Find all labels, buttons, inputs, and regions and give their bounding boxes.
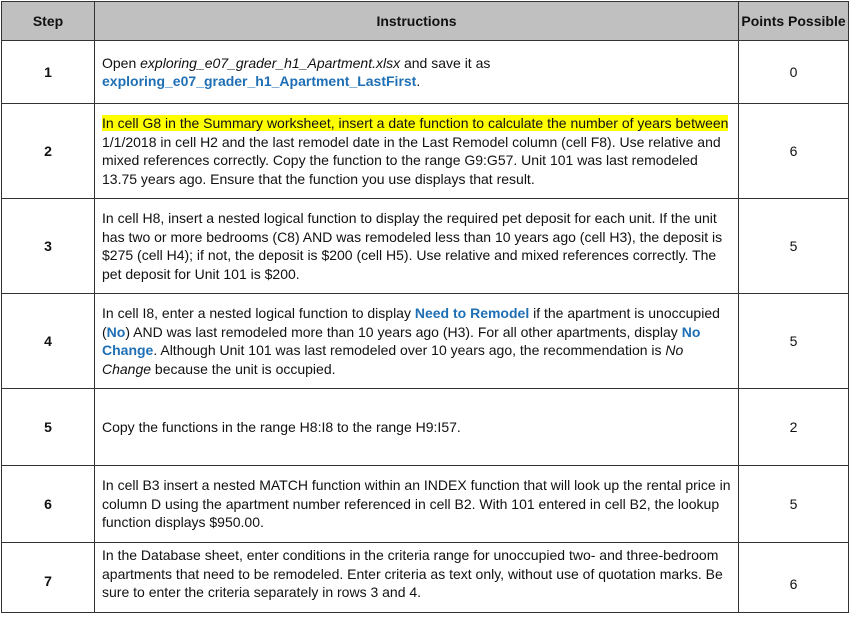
instruction-segment: if the apartment is unoccupied ( — [102, 305, 720, 340]
instruction-segment: In the Database sheet, enter conditions in the criteria range for unoccupied two- and three-bedroom apartments that need to be remodeled. Enter criteria as text only, without use of quotation marks. Be sure to enter the criteria separately in rows 3 and 4. — [102, 547, 723, 600]
table-row — [2, 389, 849, 466]
step-number: 1 — [2, 41, 95, 104]
points-possible: 0 — [739, 41, 849, 104]
instruction-text — [95, 543, 739, 613]
table-row — [2, 294, 849, 389]
instruction-segment: In cell H8, insert a nested logical function to display the required pet deposit for each unit. If the unit has two or more bedrooms (C8) AND was remodeled less than 10 years ago (cell H3), the deposit is $275 (cell H4); if not, the deposit is $200 (cell H5). Use relative and mixed references correctly. The pet deposit for Unit 101 is $200. — [102, 210, 723, 282]
points-possible: 5 — [739, 199, 849, 294]
instruction-segment: Copy the functions in the range H8:I8 to the range H9:I57. — [102, 418, 461, 435]
instruction-segment: . — [416, 73, 421, 89]
italic-text: exploring_e07_grader_h1_Apartment.xlsx — [140, 54, 401, 71]
table-row — [2, 104, 849, 199]
instruction-text — [95, 466, 739, 543]
instruction-segment: 1/1/2018 in cell H2 and the last remodel date in the Last Remodel column (cell F8). Use relative and mixed references correctly. Copy the function to the range G9:G57. Unit 101 was last remodeled 13.75 years ago. Ensure that the function you use displays that result. — [102, 133, 721, 187]
instruction-segment: because the unit is occupied. — [151, 360, 336, 377]
points-header: Points Possible — [739, 2, 849, 41]
filename-or-value-emphasis: exploring_e07_grader_h1_Apartment_LastFirst — [102, 73, 417, 89]
step-number: 7 — [2, 543, 95, 613]
points-possible: 2 — [739, 389, 849, 466]
instruction-text — [95, 199, 739, 294]
step-number: 6 — [2, 466, 95, 543]
step-number: 2 — [2, 104, 95, 199]
instruction-text — [95, 389, 739, 466]
step-number: 4 — [2, 294, 95, 389]
instructions-header: Instructions — [95, 2, 739, 41]
table-row — [2, 199, 849, 294]
grader-steps-table — [1, 1, 849, 613]
filename-or-value-emphasis: No — [106, 323, 126, 340]
instruction-text — [95, 104, 739, 199]
instruction-text — [95, 41, 739, 104]
table-row — [2, 466, 849, 543]
italic-text: No Change — [102, 342, 684, 377]
points-possible: 5 — [739, 466, 849, 543]
table-row — [2, 41, 849, 104]
table-row — [2, 543, 849, 613]
points-possible: 6 — [739, 543, 849, 613]
instruction-segment: ) AND was last remodeled more than 10 years ago (H3). For all other apartments, display — [125, 323, 682, 340]
step-header: Step — [2, 2, 95, 41]
step-number: 3 — [2, 199, 95, 294]
instruction-segment: and save it as — [400, 54, 491, 71]
instruction-segment: Open — [102, 54, 141, 71]
instruction-segment: In cell I8, enter a nested logical function to display — [102, 305, 415, 321]
header-row — [2, 2, 849, 41]
points-possible: 6 — [739, 104, 849, 199]
instruction-text — [95, 294, 739, 389]
instruction-segment: . Although Unit 101 was last remodeled over 10 years ago, the recommendation is — [153, 342, 666, 358]
highlighted-text: In cell G8 in the Summary worksheet, insert a date function to calculate the number of years between — [102, 115, 729, 131]
filename-or-value-emphasis: Need to Remodel — [414, 305, 530, 321]
filename-or-value-emphasis: No Change — [102, 323, 701, 358]
instruction-segment: In cell B3 insert a nested MATCH function within an INDEX function that will look up the rental price in column D using the apartment number referenced in cell B2. With 101 entered in cell B2, the lookup function displays $950.00. — [102, 477, 731, 531]
points-possible: 5 — [739, 294, 849, 389]
step-number: 5 — [2, 389, 95, 466]
